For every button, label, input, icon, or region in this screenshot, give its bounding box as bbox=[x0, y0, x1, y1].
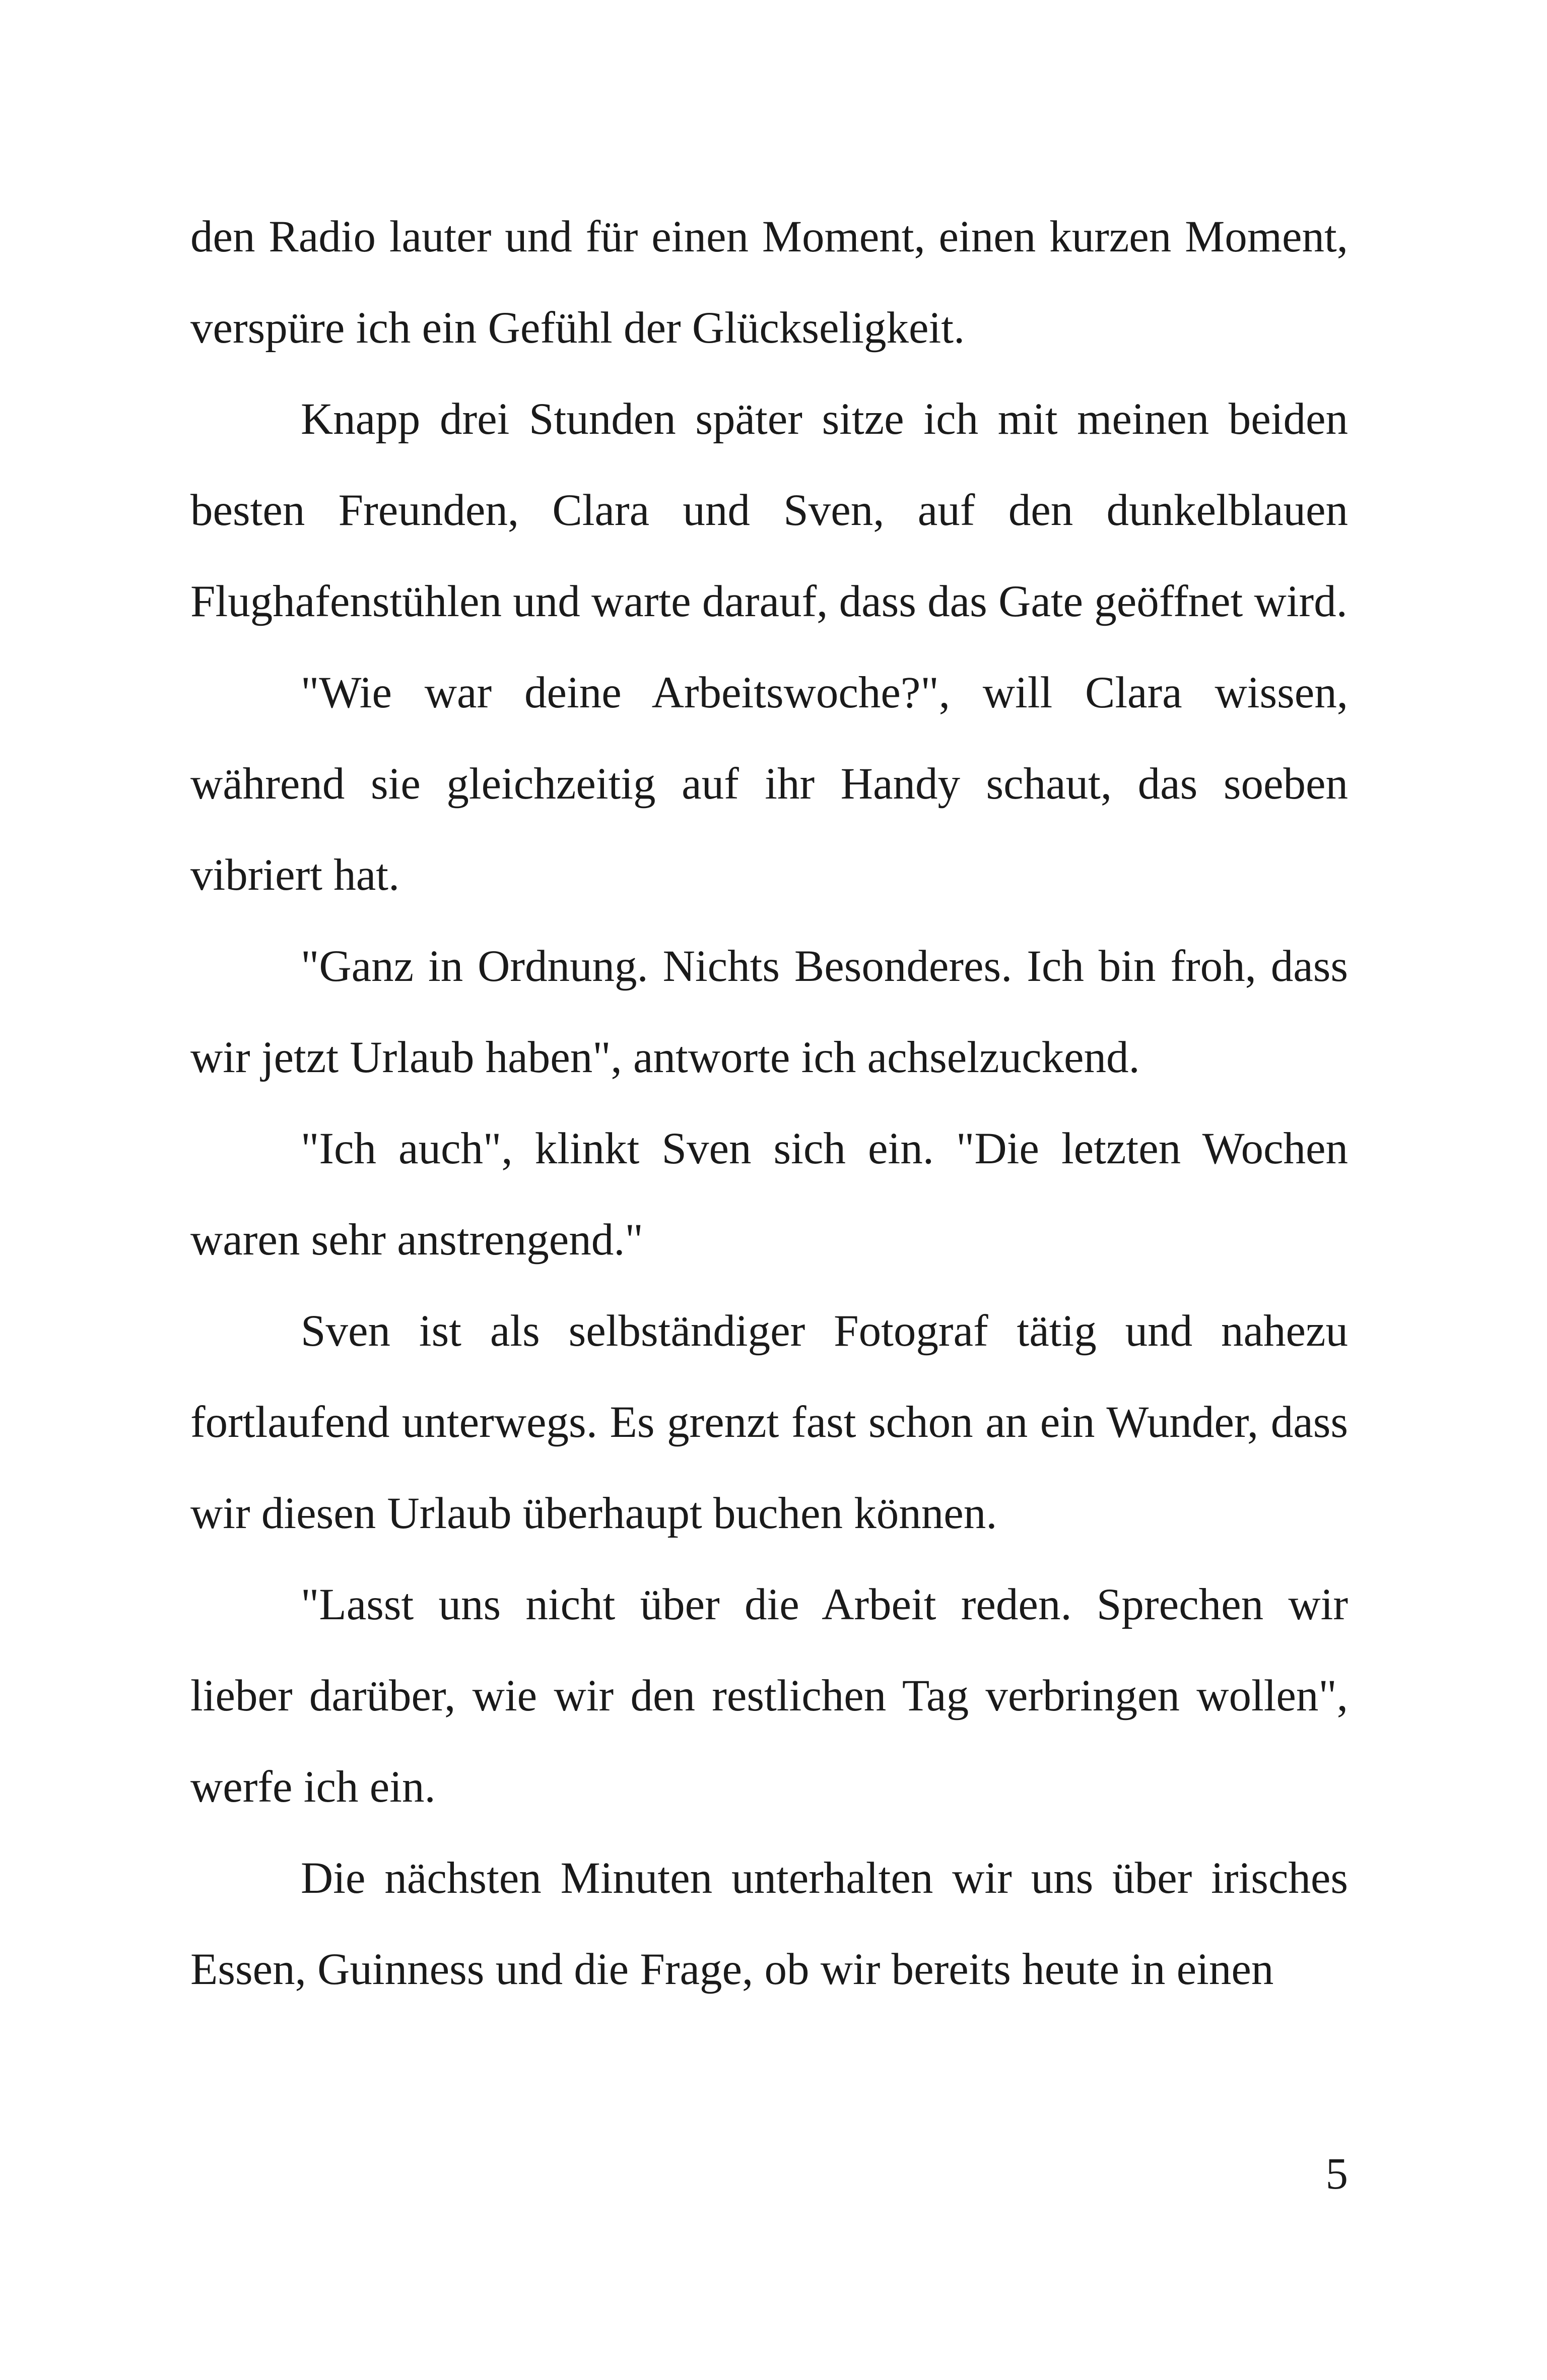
paragraph-1: den Radio lauter und für einen Moment, einen kurzen Moment, verspüre ich ein Gefühl der Glückseligkeit. bbox=[190, 212, 1348, 353]
page-number: 5 bbox=[1325, 2149, 1348, 2199]
paragraph-3: "Wie war deine Arbeitswoche?", will Clara wissen, während sie gleichzeitig auf ihr Handy schaut, das soeben vibriert hat. bbox=[190, 668, 1348, 900]
body-text bbox=[190, 191, 1348, 2015]
paragraph-7: "Lasst uns nicht über die Arbeit reden. Sprechen wir lieber darüber, wie wir den restlichen Tag verbringen wollen", werfe ich ein. bbox=[190, 1580, 1348, 1812]
paragraph-2: Knapp drei Stunden später sitze ich mit meinen beiden besten Freunden, Clara und Sven, auf den dunkelblauen Flughafenstühlen und warte darauf, dass das Gate geöffnet wird. bbox=[190, 394, 1348, 626]
paragraph-8: Die nächsten Minuten unterhalten wir uns über irisches Essen, Guinness und die Frage, ob wir bereits heute in einen bbox=[190, 1854, 1348, 1994]
paragraph-5: "Ich auch", klinkt Sven sich ein. "Die letzten Wochen waren sehr anstrengend." bbox=[190, 1124, 1348, 1265]
paragraph-6: Sven ist als selbständiger Fotograf tätig und nahezu fortlaufend unterwegs. Es grenzt fast schon an ein Wunder, dass wir diesen Urlaub überhaupt buchen können. bbox=[190, 1306, 1348, 1538]
paragraph-4: "Ganz in Ordnung. Nichts Besonderes. Ich bin froh, dass wir jetzt Urlaub haben", antworte ich achselzuckend. bbox=[190, 942, 1348, 1082]
